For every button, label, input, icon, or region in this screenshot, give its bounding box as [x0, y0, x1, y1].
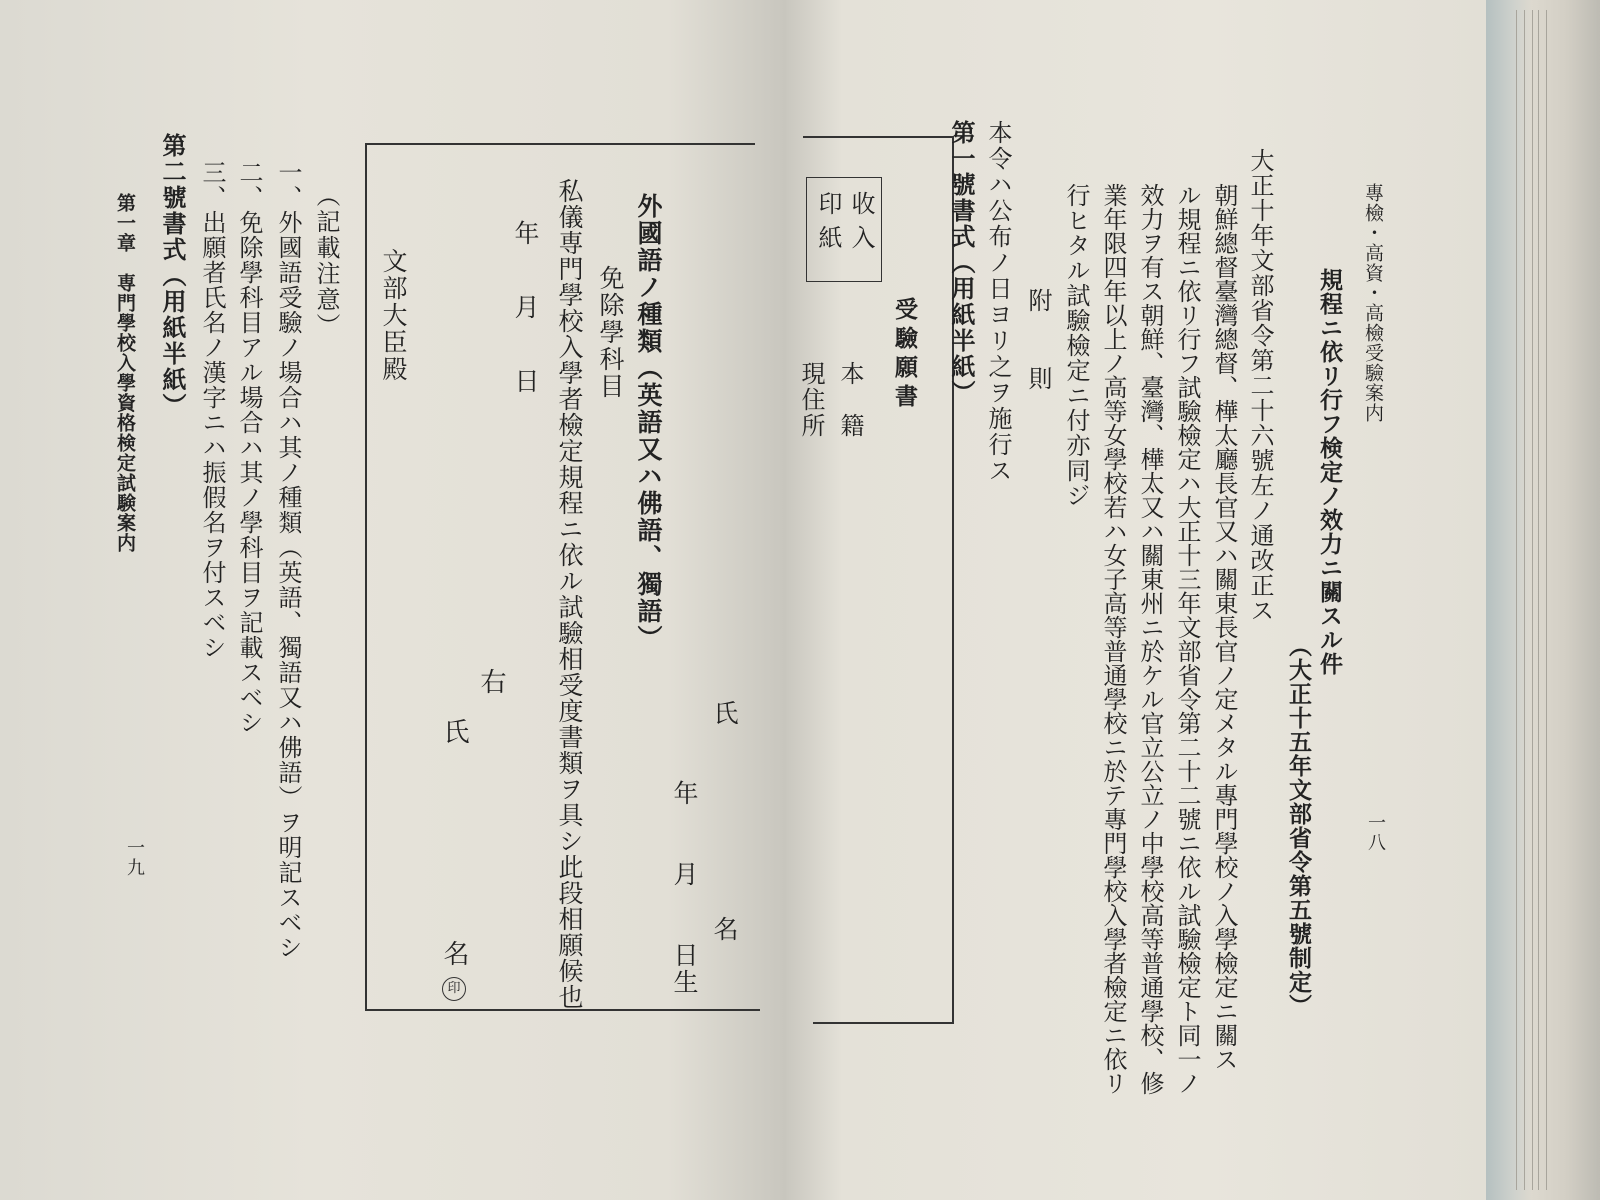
- form-1-heading: 第一號書式（用紙半紙）: [947, 120, 976, 406]
- section-subtitle: （大正十五年文部省令第五號制定）: [1285, 634, 1312, 1018]
- form-box-left: [365, 143, 367, 1011]
- name-label: 氏 名: [710, 700, 739, 943]
- shi-label: 氏: [439, 718, 469, 746]
- exempt-subjects: 免除學科目: [596, 265, 625, 400]
- genjusho-label: 現住所: [797, 361, 825, 439]
- edge-line: [1524, 10, 1525, 1190]
- revenue-stamp-box: [806, 177, 882, 282]
- stamp-line-1: 收入: [847, 191, 875, 259]
- body-line-3: ル規程ニ依リ行フ試驗檢定ハ大正十三年文部省令第二十二號ニ依ル試驗檢定ト同一ノ: [1173, 183, 1201, 1095]
- form-1-box-top: [803, 136, 953, 138]
- notes-title: （記載注意）: [312, 183, 340, 339]
- honseki-label: 本 籍: [836, 361, 864, 439]
- body-line-4: 效力ヲ有ス朝鮮、臺灣、樺太又ハ關東州ニ於ケル官立公立ノ中學校高等普通學校、修: [1136, 183, 1164, 1095]
- edge-line: [1546, 10, 1547, 1190]
- edge-line: [1538, 10, 1539, 1190]
- birth-label: 年 月 日生: [670, 780, 699, 996]
- running-header: 專檢・高資・高檢受驗案内: [1362, 183, 1384, 423]
- body-line-6: 行ヒタル試驗檢定ニ付亦同ジ: [1062, 183, 1090, 508]
- seal-char: 印: [447, 981, 461, 996]
- right-page-number: 一八: [1365, 813, 1386, 853]
- mei-label: 名: [439, 940, 469, 968]
- edge-line: [1516, 10, 1517, 1190]
- body-line-2: 朝鮮總督臺灣總督、樺太廳長官又ハ關東長官ノ定メタル專門學校ノ入學檢定ニ關ス: [1210, 183, 1238, 1071]
- body-line-1: 大正十年文部省令第二十六號左ノ通改正ス: [1246, 148, 1274, 623]
- note-item-2: 二、免除學科目アル場合ハ其ノ學科目ヲ記載スベシ: [235, 160, 263, 735]
- edge-line: [1532, 10, 1533, 1190]
- form-box-top: [365, 143, 755, 145]
- foreign-language-type: 外國語ノ種類（英語又ハ佛語、獨語）: [634, 193, 663, 652]
- application-title: 受驗願書: [891, 297, 918, 413]
- application-statement: 私儀専門學校入學者檢定規程ニ依ル試驗相受度書類ヲ具シ此段相願候也: [555, 178, 584, 1010]
- seal-mark: [442, 977, 466, 1001]
- addressee: 文部大臣殿: [379, 248, 408, 383]
- page-stack-edge: [1486, 0, 1600, 1200]
- left-page-number: 一九: [124, 838, 145, 878]
- stamp-line-2: 印紙: [814, 191, 842, 259]
- form-1-box-bottom: [813, 1022, 954, 1024]
- date-line: 年 月 日: [511, 220, 540, 405]
- note-item-1: 一、外國語受驗ノ場合ハ其ノ種類（英語、獨語又ハ佛語）ヲ明記スベシ: [274, 160, 302, 960]
- body-line-5: 業年限四年以上ノ高等女學校若ハ女子高等普通學校ニ於テ專門學校入學者檢定ニ依リ: [1099, 183, 1127, 1095]
- ue-label: 右: [476, 668, 506, 696]
- supplementary-text: 本令ハ公布ノ日ヨリ之ヲ施行ス: [984, 120, 1012, 484]
- note-item-3: 三、出願者氏名ノ漢字ニハ振假名ヲ付スベシ: [198, 160, 226, 660]
- chapter-footer: 第一章 専門學校入學資格検定試験案内: [114, 193, 136, 553]
- section-title: 規程ニ依リ行フ検定ノ效力ニ關スル件: [1316, 268, 1343, 676]
- supplementary-title: 附 則: [1024, 288, 1052, 392]
- right-page: [786, 0, 1486, 1200]
- form-2-heading: 第二號書式（用紙半紙）: [158, 133, 187, 419]
- left-page: [0, 0, 786, 1200]
